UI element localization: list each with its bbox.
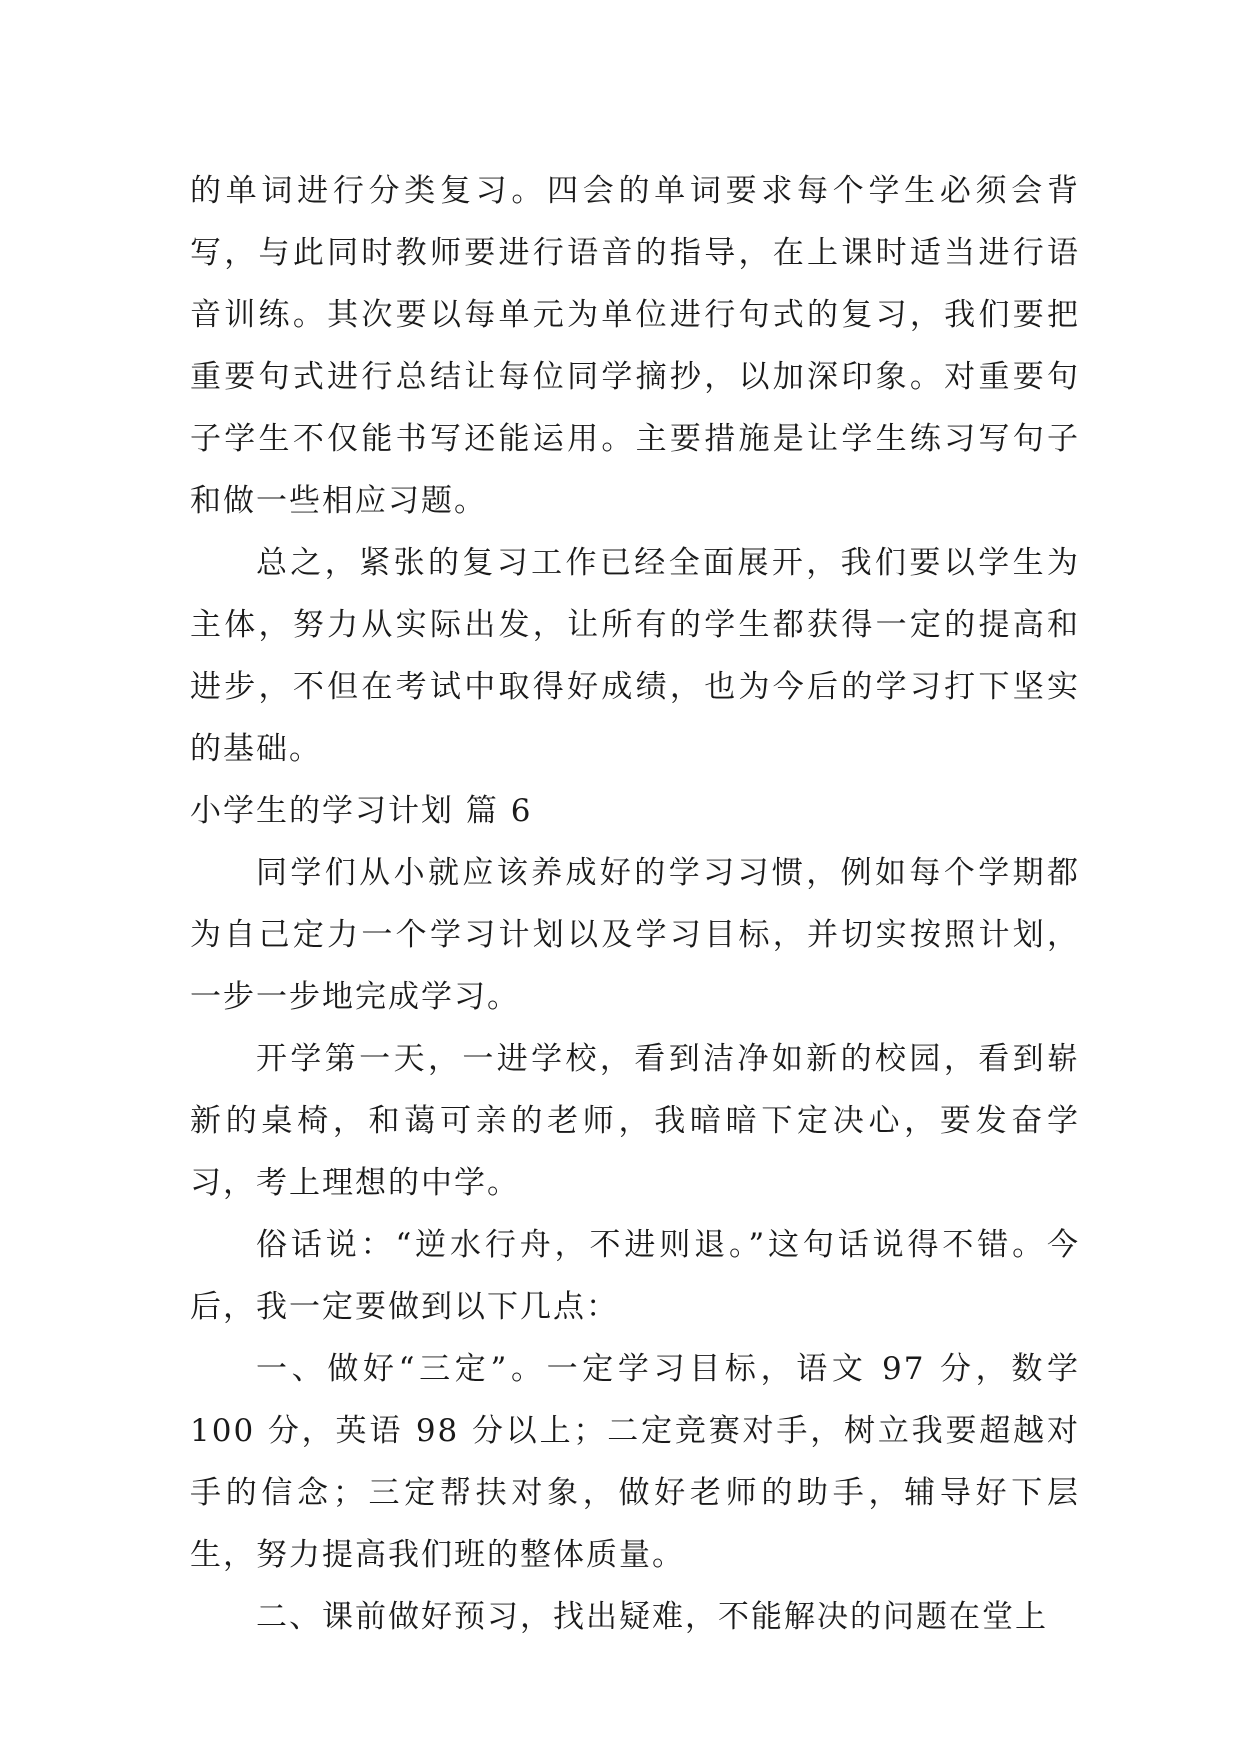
paragraph-point-two: 二、课前做好预习，找出疑难，不能解决的问题在堂上 xyxy=(256,1599,1048,1635)
paragraph-first-day: 开学第一天，一进学校，看到洁净如新的校园，看到崭新的桌椅，和蔼可亲的老师，我暗暗下定决心，要发奋学习，考上理想的中学。 xyxy=(190,1041,1080,1201)
paragraph-continued: 的单词进行分类复习。四会的单词要求每个学生必须会背写，与此同时教师要进行语音的指导，在上课时适当进行语音训练。其次要以每单元为单位进行句式的复习，我们要把重要句式进行总结让每位同学摘抄，以加深印象。对重要句子学生不仅能书写还能运用。主要措施是让学生练习写句子和做一些相应习题。 xyxy=(190,173,1080,519)
paragraph-proverb: 俗话说：“逆水行舟，不进则退。”这句话说得不错。今后，我一定要做到以下几点： xyxy=(190,1227,1080,1325)
paragraph-conclusion: 总之，紧张的复习工作已经全面展开，我们要以学生为主体，努力从实际出发，让所有的学生都获得一定的提高和进步，不但在考试中取得好成绩，也为今后的学习打下坚实的基础。 xyxy=(190,545,1080,767)
paragraph-point-one: 一、做好“三定”。一定学习目标，语文 97 分，数学 100 分，英语 98 分以上；二定竞赛对手，树立我要超越对手的信念；三定帮扶对象，做好老师的助手，辅导好下层生，努力提高我们班的整体质量。 xyxy=(190,1351,1080,1573)
section-heading: 小学生的学习计划 篇 6 xyxy=(190,793,533,829)
document-body xyxy=(190,160,1080,1648)
paragraph-intro: 同学们从小就应该养成好的学习习惯，例如每个学期都为自己定力一个学习计划以及学习目标，并切实按照计划，一步一步地完成学习。 xyxy=(190,855,1080,1015)
